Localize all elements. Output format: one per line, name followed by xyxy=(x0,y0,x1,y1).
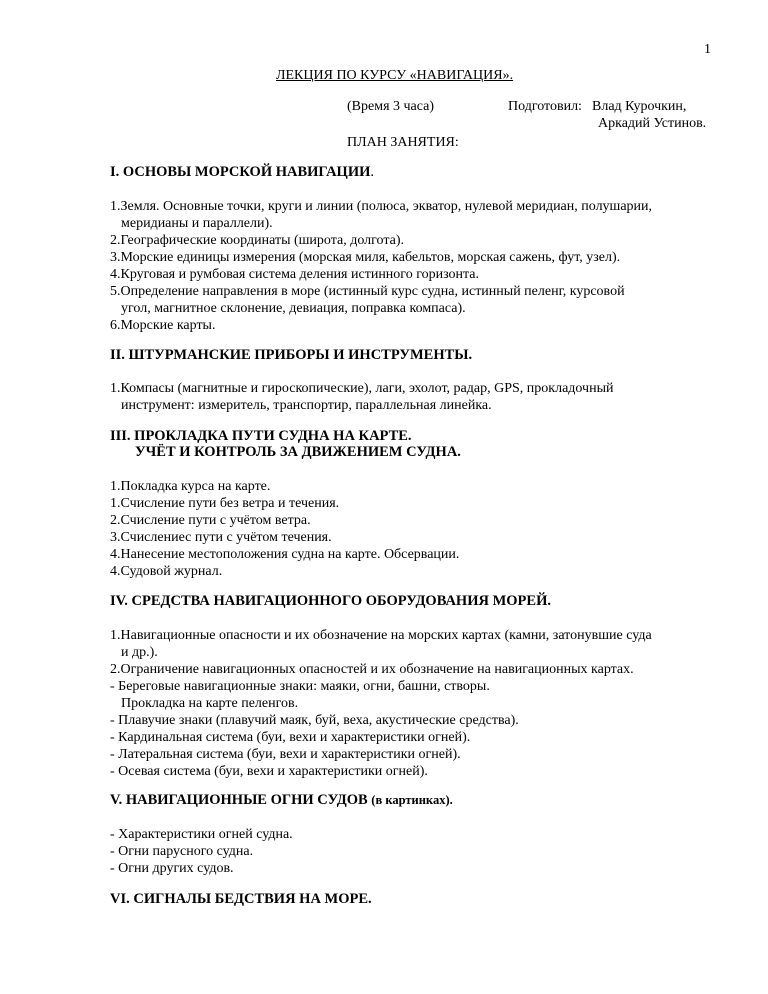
list-item: - Латеральная система (буи, вехи и характеристики огней). xyxy=(110,747,461,762)
section-title-dot: . xyxy=(370,164,374,180)
list-item: - Плавучие знаки (плавучий маяк, буй, веха, акустические средства). xyxy=(110,713,519,728)
lecture-duration: (Время 3 часа) xyxy=(347,99,435,114)
list-item: 1.Навигационные опасности и их обозначение на морских картах (камни, затонувшие суда xyxy=(110,628,652,643)
list-item: Прокладка на карте пеленгов. xyxy=(121,696,299,711)
section-title: V. НАВИГАЦИОННЫЕ ОГНИ СУДОВ xyxy=(110,792,368,808)
list-item: 3.Морские единицы измерения (морская миля, кабельтов, морская сажень, фут, узел). xyxy=(110,250,621,265)
list-item: - Огни парусного судна. xyxy=(110,844,254,859)
list-item: 2.Географические координаты (широта, долгота). xyxy=(110,233,405,248)
list-item: 2.Счисление пути с учётом ветра. xyxy=(110,513,311,528)
section-heading: II. ШТУРМАНСКИЕ ПРИБОРЫ И ИНСТРУМЕНТЫ. xyxy=(110,347,473,363)
section-heading-line2: УЧЁТ И КОНТРОЛЬ ЗА ДВИЖЕНИЕМ СУДНА. xyxy=(135,444,461,460)
list-item: 1.Земля. Основные точки, круги и линии (полюса, экватор, нулевой меридиан, полушарии, xyxy=(110,199,653,214)
list-item: 4.Судовой журнал. xyxy=(110,564,223,579)
list-item: 4.Нанесение местоположения судна на карте. Обсервации. xyxy=(110,547,460,562)
list-item: - Огни других судов. xyxy=(110,861,234,876)
list-item: 2.Ограничение навигационных опасностей и их обозначение на навигационных картах. xyxy=(110,662,634,677)
section-title-note: (в картинках). xyxy=(371,793,453,807)
list-item: - Береговые навигационные знаки: маяки, огни, башни, створы. xyxy=(110,679,490,694)
list-item: 5.Определение направления в море (истинный курс судна, истинный пеленг, курсовой xyxy=(110,284,625,299)
list-item: 1.Покладка курса на карте. xyxy=(110,479,271,494)
list-item: 1.Компасы (магнитные и гироскопические), лаги, эхолот, радар, GPS, прокладочный xyxy=(110,381,614,396)
plan-title: ПЛАН ЗАНЯТИЯ: xyxy=(347,135,459,150)
list-item: 6.Морские карты. xyxy=(110,318,216,333)
list-item: - Кардинальная система (буи, вехи и характеристики огней). xyxy=(110,730,471,745)
list-item: 1.Счисление пути без ветра и течения. xyxy=(110,496,340,511)
list-item: и др.). xyxy=(121,645,158,660)
section-heading: VI. СИГНАЛЫ БЕДСТВИЯ НА МОРЕ. xyxy=(110,891,372,907)
page-number: 1 xyxy=(704,42,711,57)
lecture-title: ЛЕКЦИЯ ПО КУРСУ «НАВИГАЦИЯ». xyxy=(276,68,514,83)
list-item: - Осевая система (буи, вехи и характеристики огней). xyxy=(110,764,428,779)
list-item: 4.Круговая и румбовая система деления истинного горизонта. xyxy=(110,267,480,282)
section-title: I. ОСНОВЫ МОРСКОЙ НАВИГАЦИИ xyxy=(110,164,371,180)
section-heading xyxy=(110,792,453,809)
list-item: угол, магнитное склонение, девиация, поправка компаса). xyxy=(121,301,466,316)
list-item: меридианы и параллели). xyxy=(121,216,273,231)
prepared-by-label: Подготовил: xyxy=(508,99,582,114)
list-item: - Характеристики огней судна. xyxy=(110,827,293,842)
author-1: Влад Курочкин, xyxy=(592,99,687,114)
section-heading: IV. СРЕДСТВА НАВИГАЦИОННОГО ОБОРУДОВАНИЯ МОРЕЙ. xyxy=(110,593,551,609)
author-2: Аркадий Устинов. xyxy=(598,116,707,131)
list-item: инструмент: измеритель, транспортир, параллельная линейка. xyxy=(121,398,492,413)
section-heading xyxy=(110,164,374,181)
section-heading: III. ПРОКЛАДКА ПУТИ СУДНА НА КАРТЕ. xyxy=(110,428,412,444)
list-item: 3.Счислениес пути с учётом течения. xyxy=(110,530,332,545)
